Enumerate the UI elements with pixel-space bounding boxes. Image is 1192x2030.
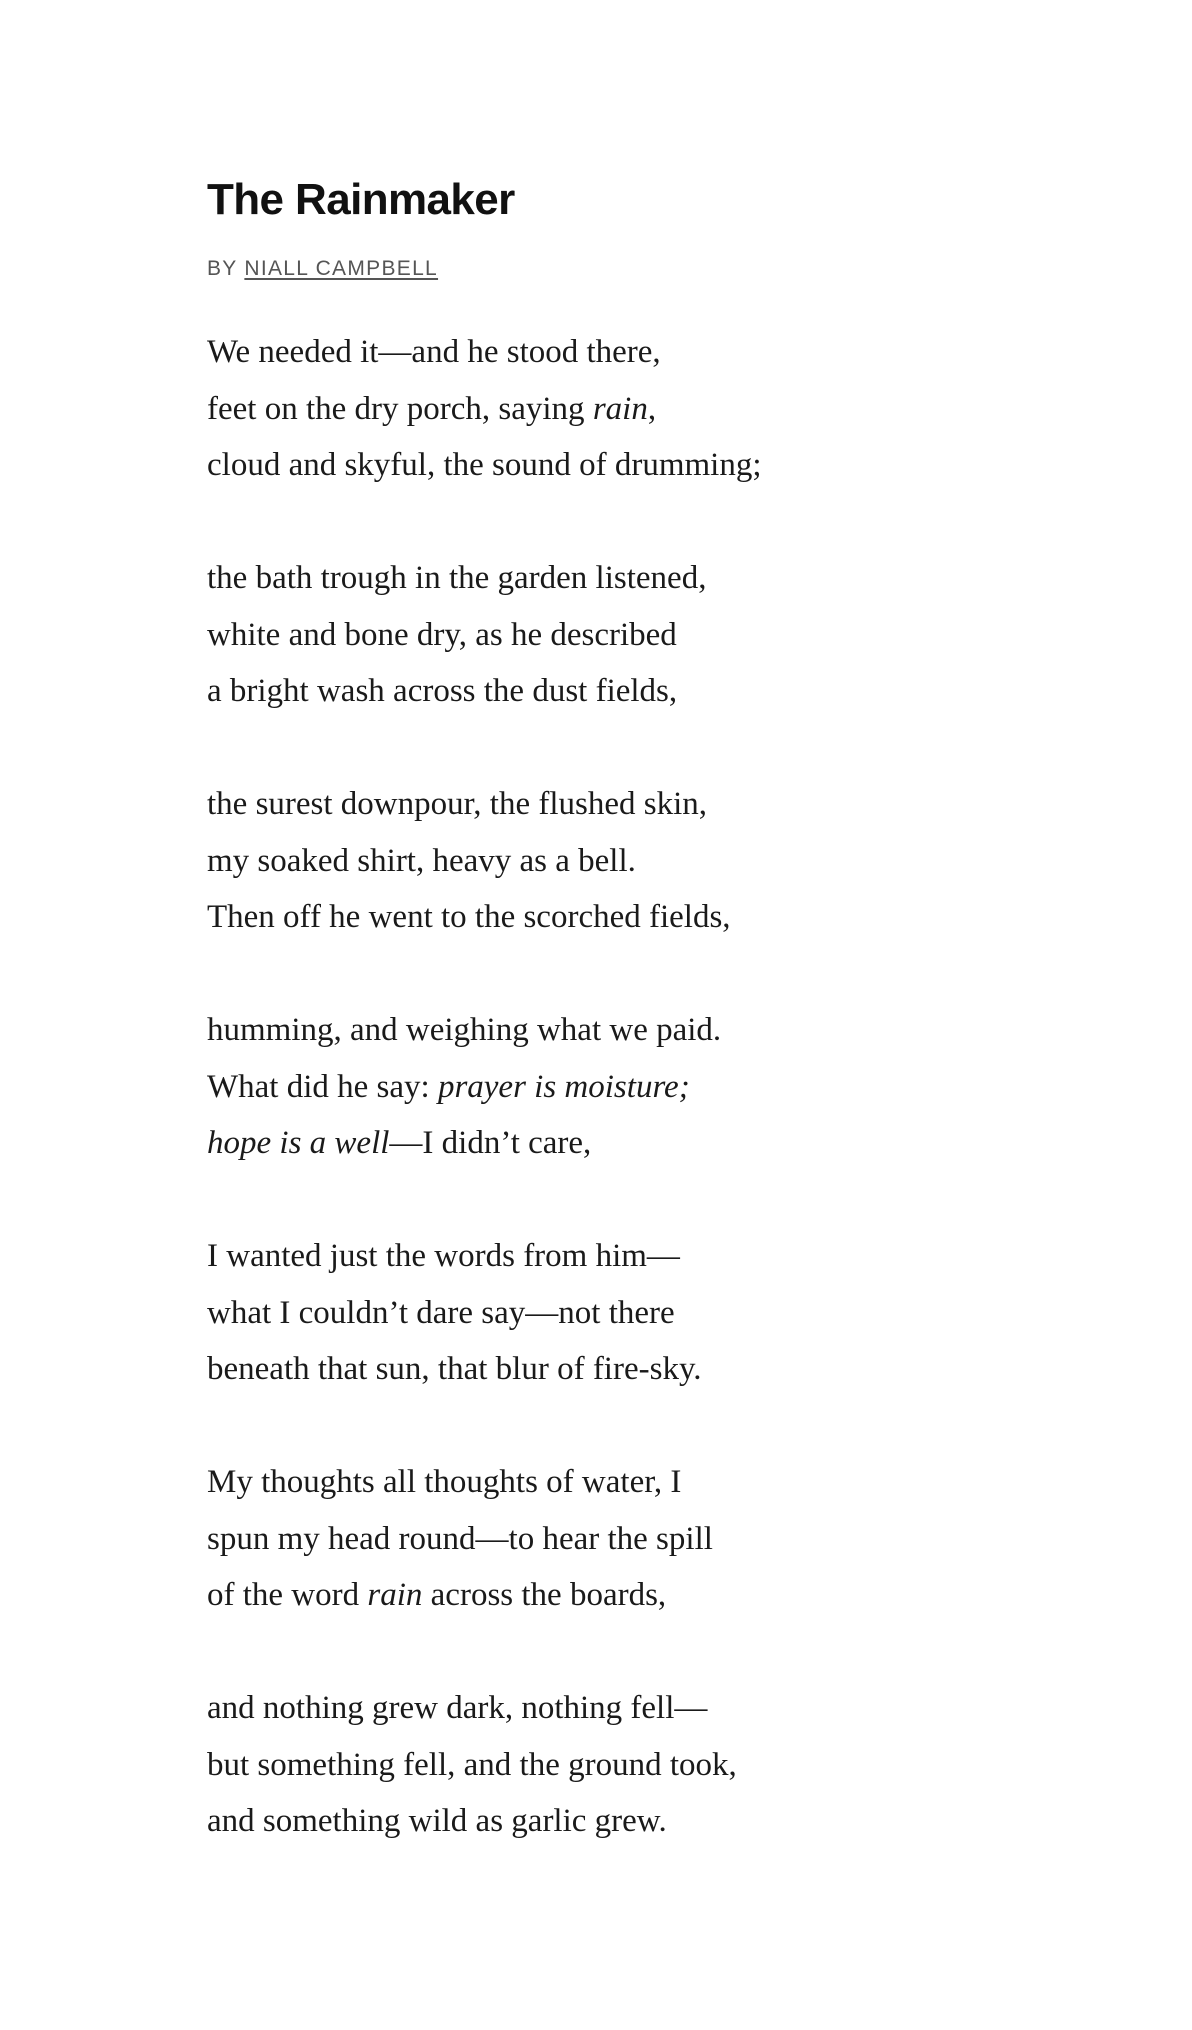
stanza — [207, 1680, 1107, 1850]
line-text: beneath that sun, that blur of fire-sky. — [207, 1351, 702, 1387]
stanza — [207, 1002, 1107, 1172]
line-italic-text: hope is a well — [207, 1125, 390, 1161]
poem-line — [207, 550, 1107, 607]
poem-line — [207, 1511, 1107, 1568]
line-text: across the boards, — [422, 1577, 667, 1613]
stanza — [207, 776, 1107, 946]
poem-line — [207, 1680, 1107, 1737]
poem-line — [207, 437, 1107, 494]
line-text: spun my head round—to hear the spill — [207, 1520, 713, 1557]
line-text: what I couldn’t dare say—not there — [207, 1294, 675, 1331]
poem-body — [207, 324, 1107, 1850]
poem-line — [207, 1567, 1107, 1624]
poem-line — [207, 1228, 1107, 1285]
poem-line — [207, 1737, 1107, 1794]
line-text: cloud and skyful, the sound of drumming; — [207, 447, 762, 483]
poem-line — [207, 1341, 1107, 1398]
stanza — [207, 1454, 1107, 1624]
poem-line — [207, 1002, 1107, 1059]
stanza — [207, 1228, 1107, 1398]
poem-line — [207, 324, 1107, 381]
line-text: Then off he went to the scorched fields, — [207, 899, 731, 935]
line-text: my soaked shirt, heavy as a bell. — [207, 842, 636, 879]
line-text: and nothing grew dark, nothing fell— — [207, 1690, 708, 1726]
line-italic-text: rain — [592, 390, 648, 427]
byline-prefix: BY — [207, 257, 238, 280]
author-link[interactable]: NIALL CAMPBELL — [244, 257, 439, 280]
poem-line — [207, 381, 1107, 438]
poem-line — [207, 1454, 1107, 1511]
line-text: the surest downpour, the flushed skin, — [207, 786, 708, 822]
poem-page — [207, 168, 1107, 1906]
poem-line — [207, 607, 1107, 664]
line-italic-text: rain — [367, 1577, 423, 1613]
poem-line — [207, 889, 1107, 946]
line-text: feet on the dry porch, saying — [207, 390, 593, 427]
line-text: We needed it—and he stood there, — [207, 334, 661, 370]
byline — [207, 254, 1107, 284]
stanza — [207, 550, 1107, 720]
line-text: the bath trough in the garden listened, — [207, 560, 707, 596]
poem-line — [207, 663, 1107, 720]
line-text: I wanted just the words from him— — [207, 1238, 680, 1274]
line-text: —I didn’t care, — [389, 1125, 592, 1161]
poem-line — [207, 1059, 1107, 1116]
poem-line — [207, 833, 1107, 890]
poem-title: The Rainmaker — [207, 175, 515, 224]
line-text: humming, and weighing what we paid. — [207, 1012, 722, 1048]
line-text: but something fell, and the ground took, — [207, 1746, 737, 1783]
poem-line — [207, 1793, 1107, 1850]
line-text: a bright wash across the dust fields, — [207, 673, 678, 709]
poem-line — [207, 1285, 1107, 1342]
line-text: of the word — [207, 1577, 368, 1613]
line-italic-text: prayer is moisture; — [437, 1068, 690, 1105]
line-text: My thoughts all thoughts of water, I — [207, 1464, 682, 1500]
line-text: and something wild as garlic grew. — [207, 1803, 667, 1839]
poem-line — [207, 776, 1107, 833]
line-text: white and bone dry, as he described — [207, 616, 677, 653]
line-text: , — [647, 390, 657, 427]
stanza — [207, 324, 1107, 494]
line-text: What did he say: — [207, 1068, 438, 1105]
poem-line — [207, 1115, 1107, 1172]
